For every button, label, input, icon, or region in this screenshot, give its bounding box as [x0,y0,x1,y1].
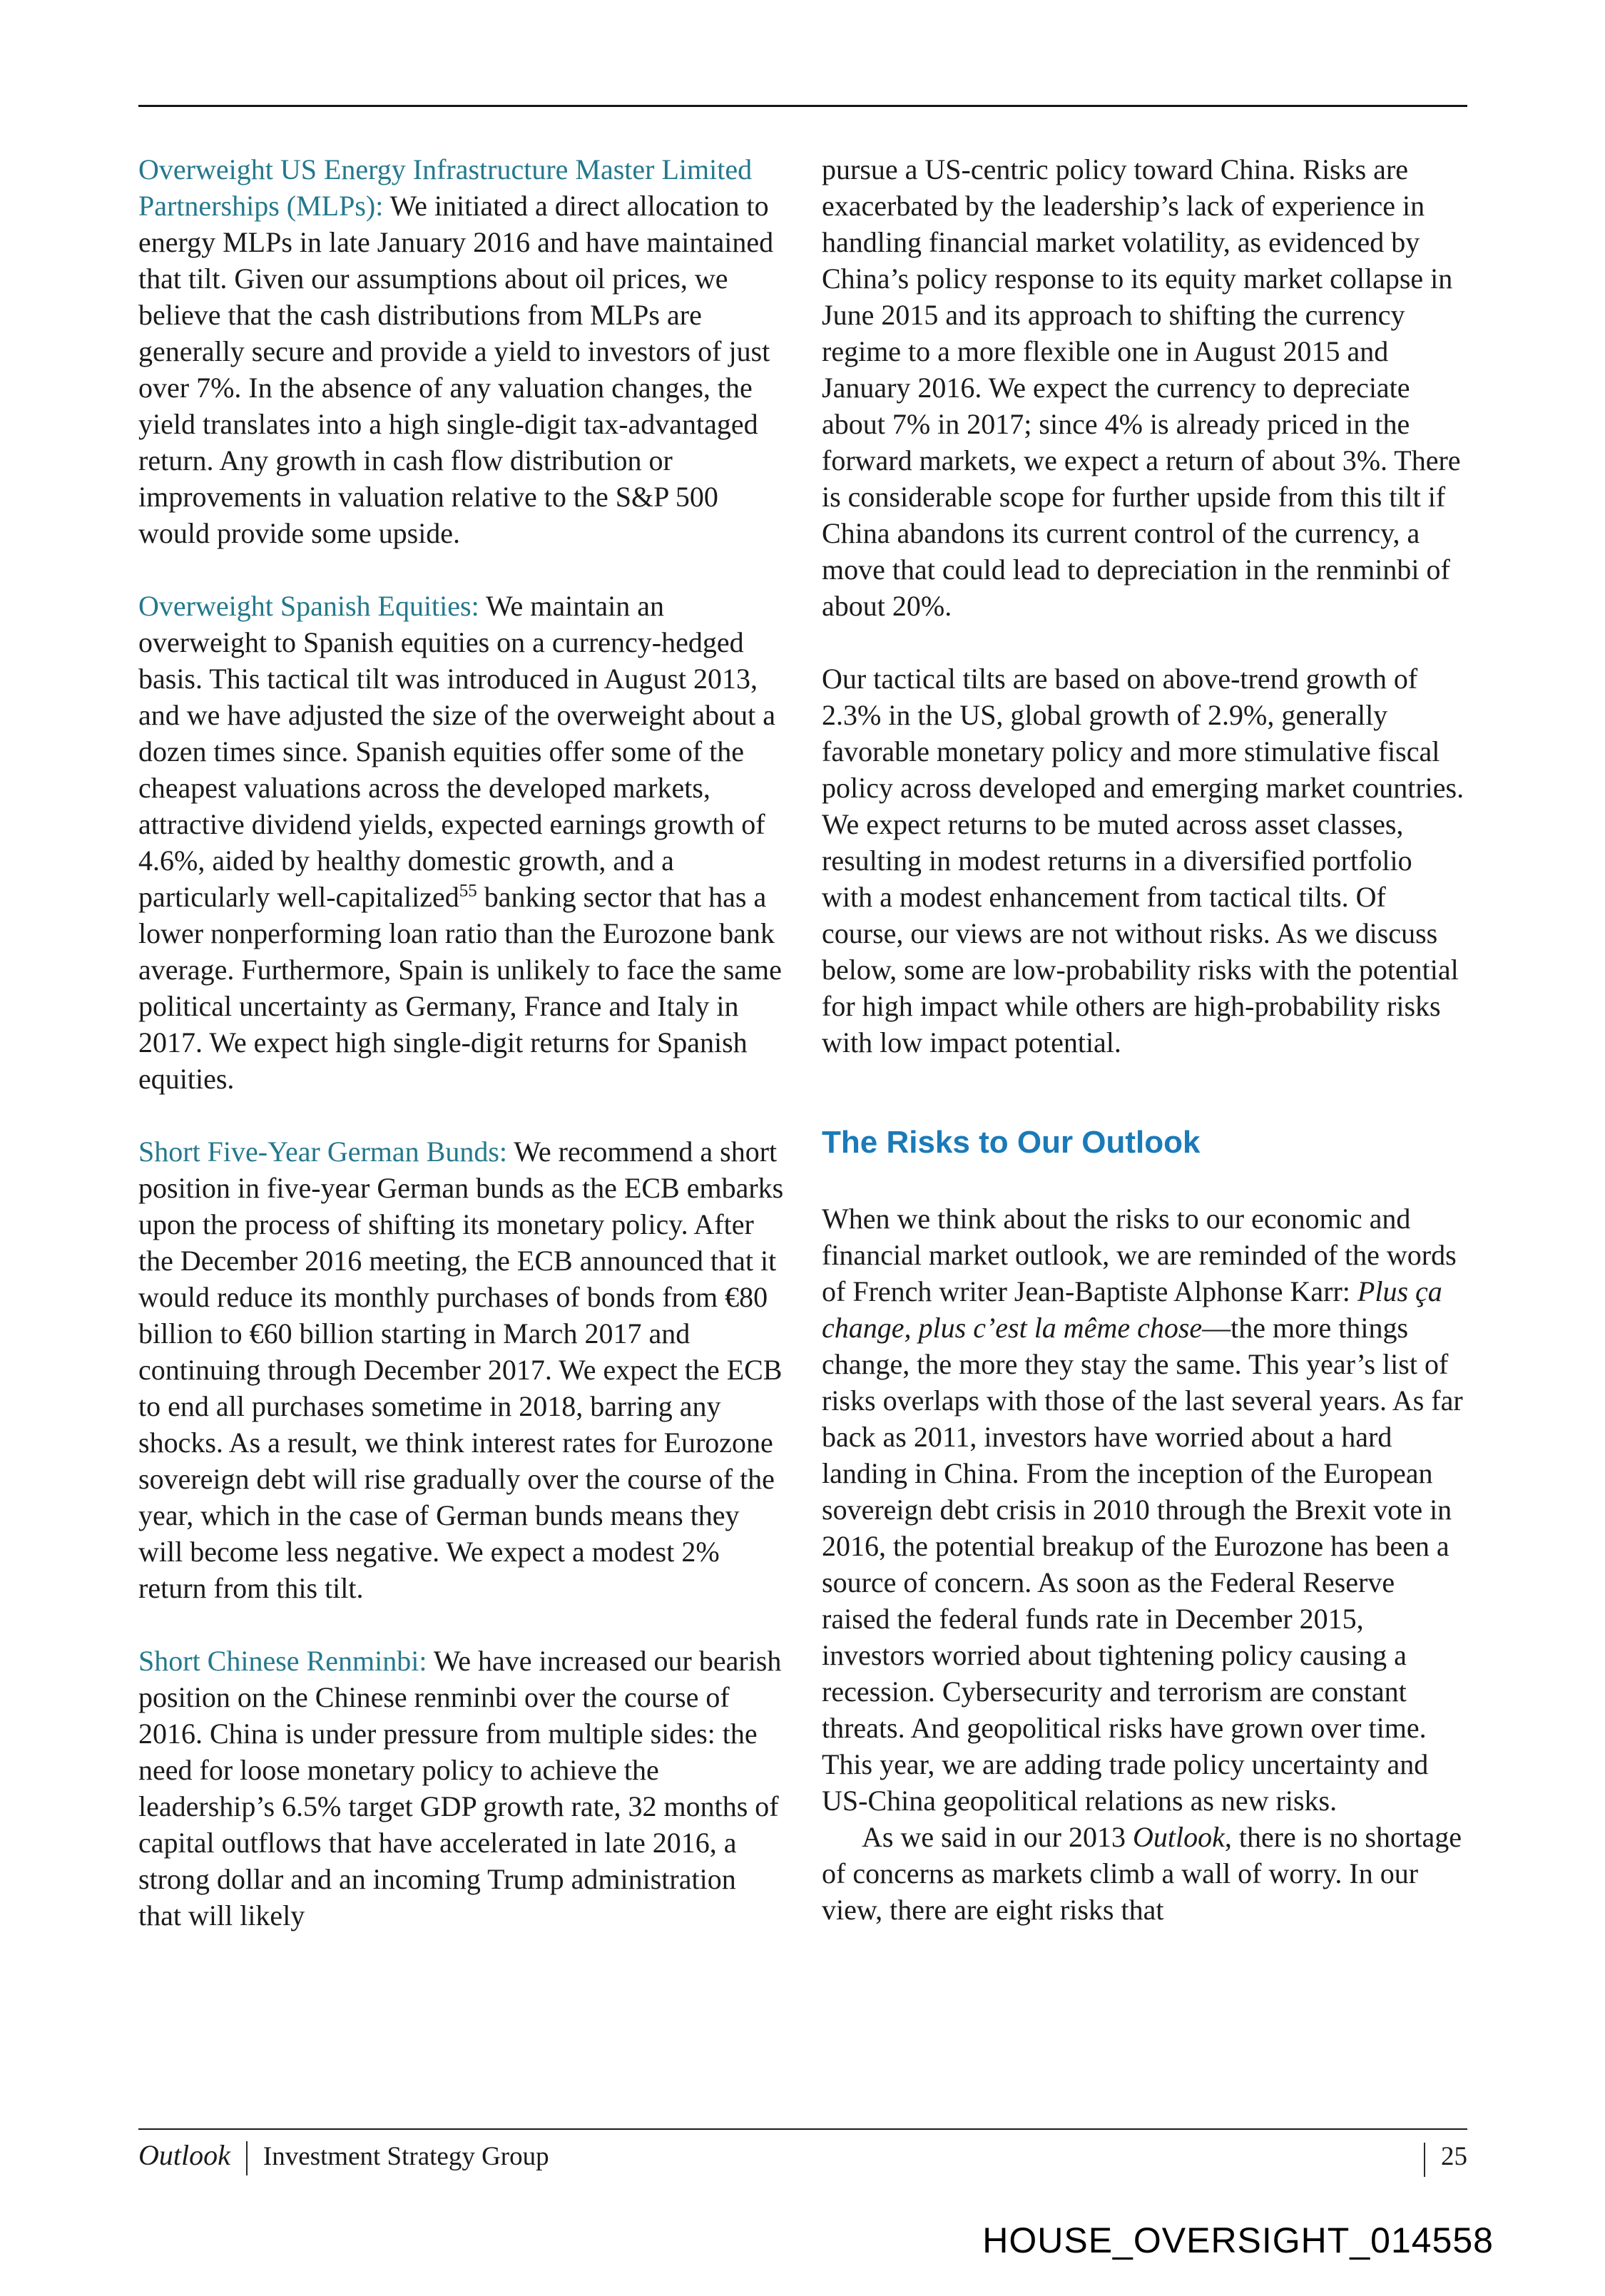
section-heading: The Risks to Our Outlook [822,1125,1201,1160]
right-column [822,151,1468,1934]
watermark: HOUSE_OVERSIGHT_014558 [982,2220,1494,2260]
text-run: banking sector that has a lower nonperforming loan ratio than the Eurozone bank average. Furthermore, Spain is unlikely to face the same political uncertainty as Germany, France and Italy in 2017. We expect high single-digit returns for Spanish equities. [138,881,782,1095]
footer-row [138,2130,1467,2175]
paragraph [138,1133,785,1606]
top-rule [138,105,1467,107]
text-run: We maintain an overweight to Spanish equities on a currency-hedged basis. This tactical tilt was introduced in August 2013, and we have adjusted the size of the overweight about a dozen times since. Spanish equities offer some of the cheapest valuations across the developed markets, attractive dividend yields, expected earnings growth of 4.6%, aided by healthy domestic growth, and a particularly well-capitalized [138,590,776,913]
footnote-ref: 55 [459,881,477,901]
paragraph [822,660,1468,1061]
text-run: When we think about the risks to our economic and financial market outlook, we are reminded of the words of French writer Jean-Baptiste Alphonse Karr: [822,1203,1457,1307]
text-run: pursue a US-centric policy toward China. Risks are exacerbated by the leadership’s lack of experience in handling financial market volatility, as evidenced by China’s policy response to its equity market collapse in June 2015 and its approach to shifting the currency regime to a more flexible one in August 2015 and January 2016. We expect the currency to depreciate about 7% in 2017; since 4% is already priced in the forward markets, we expect a return of about 3%. There is considerable scope for further upside from this tilt if China abandons its current control of the currency, a move that could lead to depreciation in the renminbi of about 20%. [822,153,1461,622]
text-run: We recommend a short position in five-year German bunds as the ECB embarks upon the process of shifting its monetary policy. After the December 2016 meeting, the ECB announced that it would reduce its monthly purchases of bonds from €80 billion to €60 billion starting in March 2017 and continuing through December 2017. We expect the ECB to end all purchases sometime in 2018, barring any shocks. As a result, we think interest rates for Eurozone sovereign debt will rise gradually over the course of the year, which in the case of German bunds means they will become less negative. We expect a modest 2% return from this tilt. [138,1136,784,1604]
footer-org-name: Investment Strategy Group [263,2142,549,2171]
run-in-heading: Short Five-Year German Bunds: [138,1136,514,1168]
page-footer [138,2128,1467,2175]
paragraph [822,1200,1468,1819]
run-in-heading: Short Chinese Renminbi: [138,1645,434,1677]
run-in-heading: Overweight Spanish Equities: [138,590,486,622]
text-run: We initiated a direct allocation to energy MLPs in late January 2016 and have maintained that tilt. Given our assumptions about oil prices, we believe that the cash distributions from MLPs are generally secure and provide a yield to investors of just over 7%. In the absence of any valuation changes, the yield translates into a high single-digit tax-advantaged return. Any growth in cash flow distribution or improvements in valuation relative to the S&P 500 would provide some upside. [138,190,774,549]
footer-journal-title: Outlook [138,2139,230,2171]
paragraph [822,151,1468,624]
italic-text: Plus ça change, plus c’est la même chose [822,1275,1442,1344]
text-run: Our tactical tilts are based on above-trend growth of 2.3% in the US, global growth of 2.9%, generally favorable monetary policy and more stimulative fiscal policy across developed and emerging market countries. We expect returns to be muted across asset classes, resulting in modest returns in a diversified portfolio with a modest enhancement from tactical tilts. Of course, our views are not without risks. As we discuss below, some are low-probability risks with the potential for high impact while others are high-probability risks with low impact potential. [822,663,1464,1058]
paragraph [138,1643,785,1934]
italic-text: Outlook [1132,1821,1225,1853]
page-number: 25 [1441,2142,1467,2171]
text-run: , there is no shortage of concerns as markets climb a wall of worry. In our view, there are eight risks that [822,1821,1462,1926]
body-columns [138,151,1467,1934]
text-run: —the more things change, the more they stay the same. This year’s list of risks overlaps with those of the last several years. As far back as 2011, investors have worried about a hard landing in China. From the inception of the European sovereign debt crisis in 2010 through the Brexit vote in 2016, the potential breakup of the Eurozone has been a source of concern. As soon as the Federal Reserve raised the federal funds rate in December 2015, investors worried about tightening policy causing a recession. Cybersecurity and terrorism are constant threats. And geopolitical risks have grown over time. This year, we are adding trade policy uncertainty and US-China geopolitical relations as new risks. [822,1312,1463,1817]
paragraph [822,1819,1468,1928]
left-column [138,151,785,1934]
paragraph [138,151,785,551]
footer-divider [246,2141,248,2175]
page-number-divider [1424,2143,1425,2177]
text-run: As we said in our 2013 [862,1821,1133,1853]
footer-page [1408,2141,1467,2175]
run-in-heading: Overweight US Energy Infrastructure Master Limited Partnerships (MLPs): [138,153,753,222]
paragraph [138,588,785,1097]
text-run: We have increased our bearish position on the Chinese renminbi over the course of 2016. China is under pressure from multiple sides: the need for loose monetary policy to achieve the leadership’s 6.5% target GDP growth rate, 32 months of capital outflows that have accelerated in late 2016, a strong dollar and an incoming Trump administration that will likely [138,1645,782,1932]
